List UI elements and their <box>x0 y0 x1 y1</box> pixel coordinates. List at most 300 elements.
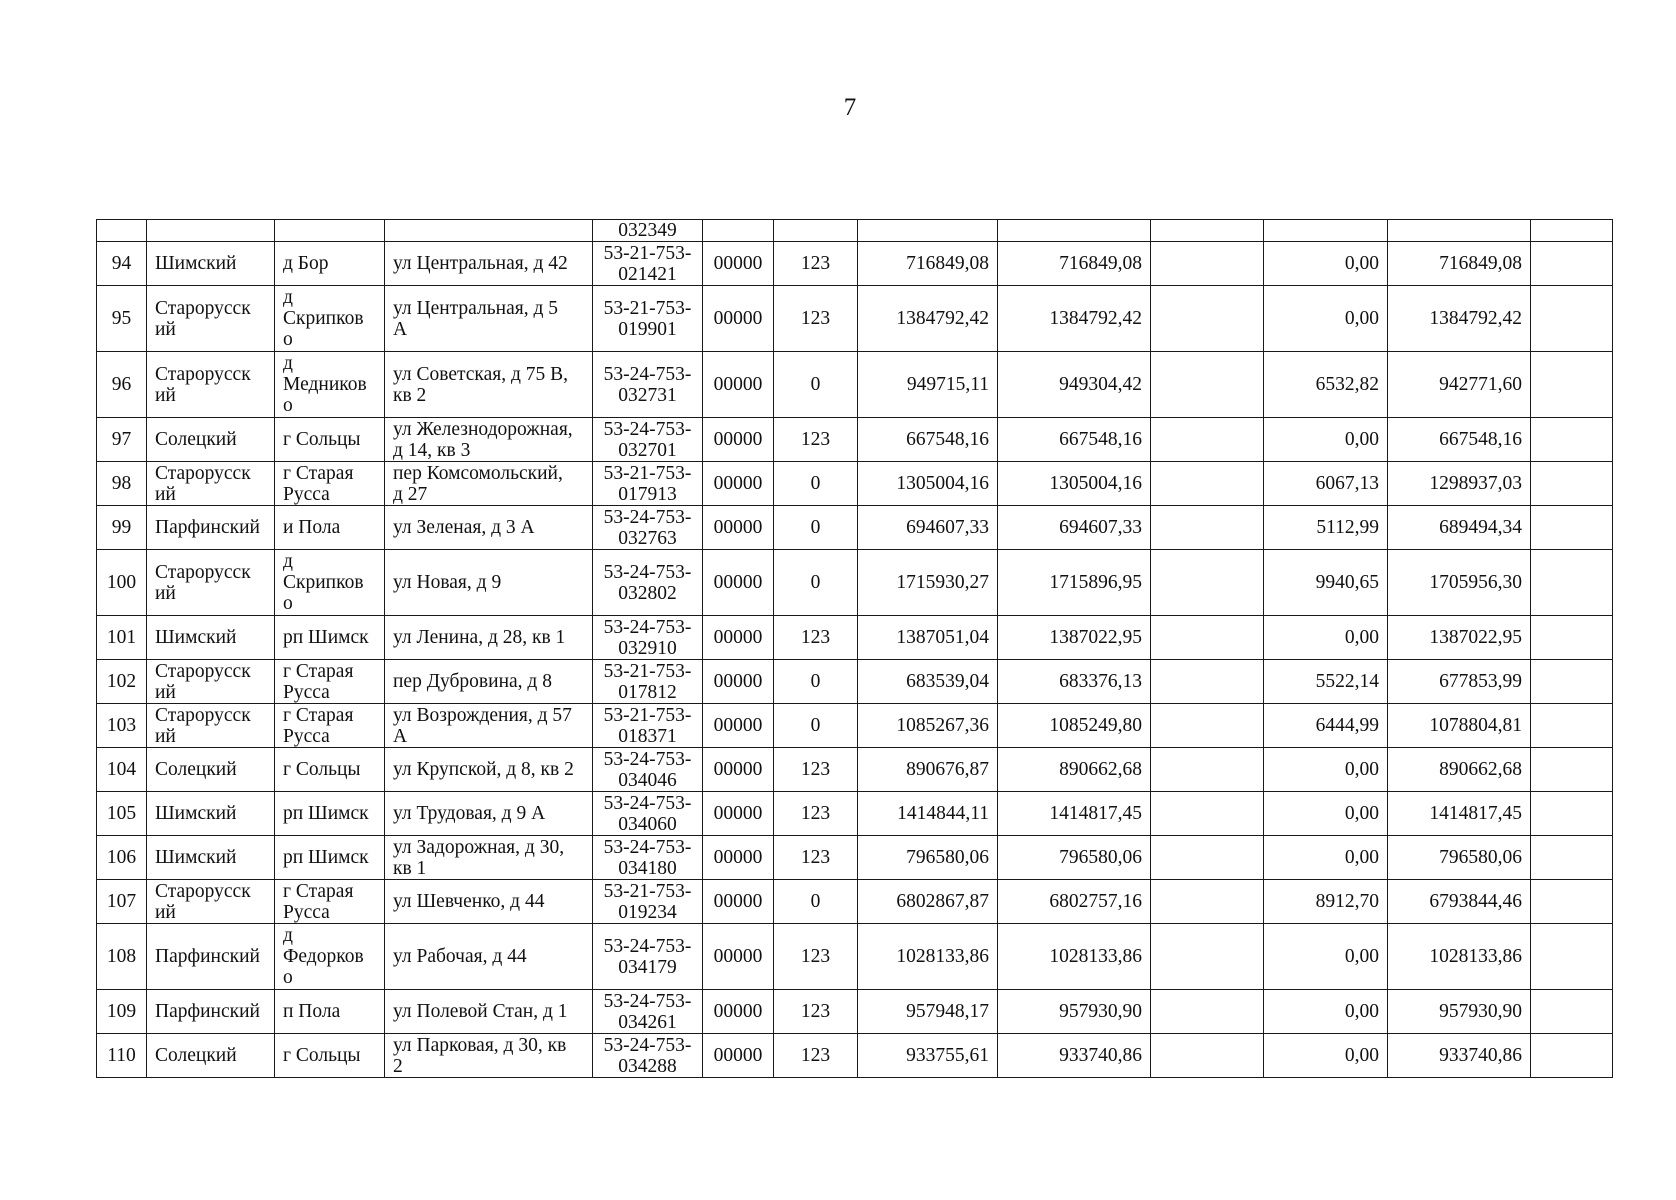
page-number: 7 <box>843 94 857 121</box>
cell-value-6 <box>1531 506 1613 550</box>
cell-district-line: Старорусск <box>155 704 251 726</box>
cell-value-1: 957948,17 <box>858 990 998 1034</box>
cell-cadastral-line: 53-21-753- <box>603 880 692 902</box>
cell-locality-line: о <box>283 329 293 350</box>
cell-address <box>385 220 593 242</box>
cell-locality-line: Русса <box>283 725 330 747</box>
cell-address-line: пер Комсомольский, <box>393 462 563 484</box>
cell-cadastral-line: 018371 <box>618 725 677 747</box>
cell-locality <box>275 418 385 462</box>
cell-district-line: ий <box>155 483 176 505</box>
cell-num: 95 <box>97 286 147 352</box>
cell-value-4: 0,00 <box>1264 286 1388 352</box>
table-row <box>97 506 1613 550</box>
cell-cadastral <box>593 550 703 616</box>
table-row <box>97 550 1613 616</box>
cell-address <box>385 924 593 990</box>
cell-value-1: 1414844,11 <box>858 792 998 836</box>
cell-address <box>385 660 593 704</box>
cell-address <box>385 880 593 924</box>
cell-category <box>774 220 858 242</box>
cell-value-5: 716849,08 <box>1388 242 1531 286</box>
cell-cadastral <box>593 880 703 924</box>
cell-cadastral <box>593 506 703 550</box>
cell-locality-line: рп Шимск <box>283 627 369 648</box>
cell-value-1: 1028133,86 <box>858 924 998 990</box>
cell-district <box>147 506 275 550</box>
cell-address <box>385 462 593 506</box>
cell-locality-line: г Старая <box>283 880 354 902</box>
cell-value-1: 1715930,27 <box>858 550 998 616</box>
cell-value-3 <box>1151 242 1264 286</box>
cell-value-5: 6793844,46 <box>1388 880 1531 924</box>
cell-address-line: ул Шевченко, д 44 <box>393 891 545 912</box>
cell-address-line: ул Полевой Стан, д 1 <box>393 1001 568 1022</box>
cell-code: 00000 <box>703 286 774 352</box>
cell-locality <box>275 748 385 792</box>
cell-value-4: 0,00 <box>1264 1034 1388 1078</box>
cell-address-line: ул Возрождения, д 57 <box>393 704 572 726</box>
cell-district-line: ий <box>155 901 176 923</box>
cell-value-2: 1028133,86 <box>998 924 1151 990</box>
cell-address-line: ул Железнодорожная, <box>393 418 573 440</box>
cell-code: 00000 <box>703 616 774 660</box>
table-row <box>97 418 1613 462</box>
cell-cadastral-line: 034261 <box>618 1011 677 1033</box>
cell-address-line: пер Дубровина, д 8 <box>393 671 552 692</box>
cell-value-5: 1414817,45 <box>1388 792 1531 836</box>
cell-value-4: 5112,99 <box>1264 506 1388 550</box>
cell-cadastral-line: 017812 <box>618 681 677 703</box>
cell-num: 110 <box>97 1034 147 1078</box>
cell-value-3 <box>1151 748 1264 792</box>
cell-cadastral <box>593 990 703 1034</box>
cell-value-3 <box>1151 616 1264 660</box>
cell-cadastral-line: 021421 <box>618 263 677 285</box>
cell-num: 98 <box>97 462 147 506</box>
cell-district <box>147 286 275 352</box>
cell-district-line: ий <box>155 384 176 406</box>
cell-cadastral-line: 53-21-753- <box>603 704 692 726</box>
cell-code: 00000 <box>703 748 774 792</box>
cell-district-line: ий <box>155 582 176 604</box>
cell-district <box>147 550 275 616</box>
cell-address-line: ул Трудовая, д 9 А <box>393 803 546 824</box>
cell-locality-line: рп Шимск <box>283 803 369 824</box>
cell-category: 123 <box>774 616 858 660</box>
cell-value-3 <box>1151 462 1264 506</box>
cell-value-1: 667548,16 <box>858 418 998 462</box>
cell-value-4: 0,00 <box>1264 748 1388 792</box>
cell-value-4: 0,00 <box>1264 616 1388 660</box>
cell-district-line: Старорусск <box>155 462 251 484</box>
cell-value-3 <box>1151 836 1264 880</box>
cell-value-1: 694607,33 <box>858 506 998 550</box>
cell-code: 00000 <box>703 506 774 550</box>
cell-cadastral-line: 032731 <box>618 384 677 406</box>
cell-value-1: 683539,04 <box>858 660 998 704</box>
cell-value-6 <box>1531 462 1613 506</box>
cell-locality <box>275 462 385 506</box>
cell-cadastral-line: 53-24-753- <box>603 935 692 957</box>
cell-district <box>147 660 275 704</box>
cell-cadastral-line: 53-21-753- <box>603 660 692 682</box>
cell-category: 123 <box>774 418 858 462</box>
cell-cadastral-line: 034288 <box>618 1055 677 1077</box>
cell-cadastral <box>593 924 703 990</box>
cell-locality-line: п Пола <box>283 1001 341 1022</box>
cell-value-6 <box>1531 550 1613 616</box>
cell-district <box>147 704 275 748</box>
cell-locality-line: и Пола <box>283 517 341 538</box>
cell-address-line: А <box>393 318 408 340</box>
cell-value-2: 1715896,95 <box>998 550 1151 616</box>
cell-locality <box>275 990 385 1034</box>
cell-locality-line: г Сольцы <box>283 429 361 450</box>
cell-code: 00000 <box>703 1034 774 1078</box>
cell-value-3 <box>1151 506 1264 550</box>
cell-code: 00000 <box>703 792 774 836</box>
cell-value-5: 677853,99 <box>1388 660 1531 704</box>
cell-cadastral <box>593 616 703 660</box>
cell-value-5: 1078804,81 <box>1388 704 1531 748</box>
cell-address <box>385 418 593 462</box>
cell-locality <box>275 352 385 418</box>
cell-category: 0 <box>774 550 858 616</box>
cell-value-5: 942771,60 <box>1388 352 1531 418</box>
cell-value-4: 0,00 <box>1264 418 1388 462</box>
cell-cadastral <box>593 352 703 418</box>
cell-value-1: 1305004,16 <box>858 462 998 506</box>
cell-value-4: 9940,65 <box>1264 550 1388 616</box>
table-row <box>97 352 1613 418</box>
table-row <box>97 990 1613 1034</box>
cell-value-6 <box>1531 660 1613 704</box>
table-row <box>97 462 1613 506</box>
cell-address-line: ул Крупской, д 8, кв 2 <box>393 759 574 780</box>
table-row <box>97 286 1613 352</box>
cell-district-line: Парфинский <box>155 1001 260 1022</box>
cell-address <box>385 286 593 352</box>
cell-value-6 <box>1531 286 1613 352</box>
cell-num: 104 <box>97 748 147 792</box>
cell-value-4: 0,00 <box>1264 242 1388 286</box>
table-row <box>97 1034 1613 1078</box>
cell-cadastral-line: 019234 <box>618 901 677 923</box>
cell-code: 00000 <box>703 880 774 924</box>
cell-cadastral-line: 034046 <box>618 769 677 791</box>
cell-district-line: Старорусск <box>155 363 251 385</box>
cell-value-3 <box>1151 550 1264 616</box>
cell-value-3 <box>1151 792 1264 836</box>
cell-value-4: 0,00 <box>1264 990 1388 1034</box>
cell-district-line: ий <box>155 725 176 747</box>
cell-value-5 <box>1388 220 1531 242</box>
cell-code: 00000 <box>703 836 774 880</box>
cell-cadastral-line: 53-24-753- <box>603 836 692 858</box>
cell-category: 123 <box>774 836 858 880</box>
cell-code: 00000 <box>703 704 774 748</box>
cell-value-5: 1384792,42 <box>1388 286 1531 352</box>
table-row <box>97 660 1613 704</box>
cell-value-4: 0,00 <box>1264 924 1388 990</box>
cell-value-5: 1705956,30 <box>1388 550 1531 616</box>
cell-cadastral-line: 53-24-753- <box>603 748 692 770</box>
cell-district-line: Старорусск <box>155 297 251 319</box>
cell-value-3 <box>1151 924 1264 990</box>
cell-value-4: 0,00 <box>1264 792 1388 836</box>
cell-locality <box>275 242 385 286</box>
cell-value-2: 1384792,42 <box>998 286 1151 352</box>
cell-category: 0 <box>774 506 858 550</box>
cell-district-line: Солецкий <box>155 1045 237 1066</box>
cell-value-6 <box>1531 704 1613 748</box>
cell-value-6 <box>1531 418 1613 462</box>
cell-district-line: Парфинский <box>155 517 260 538</box>
cell-address-line: ул Советская, д 75 В, <box>393 363 569 385</box>
cell-value-2: 890662,68 <box>998 748 1151 792</box>
table-row <box>97 880 1613 924</box>
cell-locality-line: Русса <box>283 901 330 923</box>
cell-value-1: 1384792,42 <box>858 286 998 352</box>
cell-locality <box>275 506 385 550</box>
table-row <box>97 616 1613 660</box>
cell-value-2: 683376,13 <box>998 660 1151 704</box>
cell-value-6 <box>1531 880 1613 924</box>
cell-district-line: Старорусск <box>155 660 251 682</box>
cell-value-2: 796580,06 <box>998 836 1151 880</box>
cell-address-line: ул Центральная, д 42 <box>393 253 568 274</box>
table-row <box>97 836 1613 880</box>
cell-cadastral <box>593 286 703 352</box>
cell-value-3 <box>1151 880 1264 924</box>
cell-cadastral-line: 53-24-753- <box>603 792 692 814</box>
cell-value-5: 1028133,86 <box>1388 924 1531 990</box>
table-body <box>97 220 1613 1078</box>
cell-address-line: ул Парковая, д 30, кв <box>393 1034 567 1056</box>
cell-num: 99 <box>97 506 147 550</box>
cell-cadastral-line: 53-21-753- <box>603 242 692 264</box>
cell-district-line: ий <box>155 681 176 703</box>
cell-value-3 <box>1151 352 1264 418</box>
cell-locality <box>275 924 385 990</box>
cell-locality-line: о <box>283 395 293 416</box>
cell-value-5: 890662,68 <box>1388 748 1531 792</box>
cell-value-2: 1414817,45 <box>998 792 1151 836</box>
cell-locality-line: г Сольцы <box>283 1045 361 1066</box>
cell-locality-line: г Старая <box>283 704 354 726</box>
cell-category: 123 <box>774 990 858 1034</box>
cell-value-5: 1387022,95 <box>1388 616 1531 660</box>
cell-locality-line: Медников <box>283 374 367 395</box>
cell-district <box>147 462 275 506</box>
cell-address-line: ул Рабочая, д 44 <box>393 946 527 967</box>
cell-district-line: Солецкий <box>155 759 237 780</box>
cell-address-line: 2 <box>393 1055 403 1077</box>
cell-value-4: 6444,99 <box>1264 704 1388 748</box>
cell-num: 97 <box>97 418 147 462</box>
cell-value-5: 689494,34 <box>1388 506 1531 550</box>
cell-district <box>147 836 275 880</box>
cell-address-line: ул Ленина, д 28, кв 1 <box>393 627 566 648</box>
cell-cadastral: 032349 <box>593 220 703 242</box>
cell-locality-line: рп Шимск <box>283 847 369 868</box>
cell-num: 107 <box>97 880 147 924</box>
cell-address <box>385 242 593 286</box>
cell-cadastral-line: 53-21-753- <box>603 297 692 319</box>
cell-num: 102 <box>97 660 147 704</box>
cell-num: 94 <box>97 242 147 286</box>
cell-cadastral <box>593 792 703 836</box>
cell-cadastral <box>593 748 703 792</box>
cell-num: 106 <box>97 836 147 880</box>
cell-value-1: 716849,08 <box>858 242 998 286</box>
cell-cadastral-line: 53-24-753- <box>603 1034 692 1056</box>
cell-value-1 <box>858 220 998 242</box>
cell-district <box>147 242 275 286</box>
cell-category: 0 <box>774 704 858 748</box>
cell-district <box>147 1034 275 1078</box>
cell-value-2: 957930,90 <box>998 990 1151 1034</box>
cell-address <box>385 748 593 792</box>
cell-locality-line: г Старая <box>283 462 354 484</box>
cell-code: 00000 <box>703 462 774 506</box>
cell-cadastral <box>593 704 703 748</box>
cell-cadastral <box>593 1034 703 1078</box>
cell-cadastral-line: 032802 <box>618 582 677 604</box>
cell-value-4: 8912,70 <box>1264 880 1388 924</box>
cell-locality-line: Скрипков <box>283 308 364 329</box>
cell-district-line: Старорусск <box>155 561 251 583</box>
cell-locality-line: о <box>283 593 293 614</box>
cell-value-6 <box>1531 924 1613 990</box>
cell-value-2: 667548,16 <box>998 418 1151 462</box>
cell-cadastral-line: 53-24-753- <box>603 616 692 638</box>
cell-num: 105 <box>97 792 147 836</box>
cell-address-line: ул Зеленая, д 3 А <box>393 517 535 538</box>
cell-value-2: 6802757,16 <box>998 880 1151 924</box>
cell-district <box>147 616 275 660</box>
cell-locality-line: д <box>283 353 293 374</box>
cell-num: 109 <box>97 990 147 1034</box>
cell-value-1: 1085267,36 <box>858 704 998 748</box>
cell-locality <box>275 1034 385 1078</box>
cell-value-2: 716849,08 <box>998 242 1151 286</box>
cell-category: 0 <box>774 660 858 704</box>
cell-value-3 <box>1151 220 1264 242</box>
cell-locality <box>275 704 385 748</box>
cell-value-6 <box>1531 220 1613 242</box>
cell-value-4: 6067,13 <box>1264 462 1388 506</box>
cell-code <box>703 220 774 242</box>
cell-cadastral-line: 53-21-753- <box>603 462 692 484</box>
cell-address-line: А <box>393 725 408 747</box>
cell-locality-line: д <box>283 925 293 946</box>
cell-value-2: 933740,86 <box>998 1034 1151 1078</box>
cell-locality-line: Федорков <box>283 946 364 967</box>
cell-value-1: 890676,87 <box>858 748 998 792</box>
cell-category: 123 <box>774 792 858 836</box>
cell-value-4: 5522,14 <box>1264 660 1388 704</box>
cell-value-3 <box>1151 1034 1264 1078</box>
cell-district-line: Солецкий <box>155 429 237 450</box>
cell-cadastral-line: 034180 <box>618 857 677 879</box>
data-table <box>96 219 1613 1078</box>
cell-cadastral-line: 032701 <box>618 439 677 461</box>
cell-district <box>147 748 275 792</box>
cell-code: 00000 <box>703 660 774 704</box>
cell-value-6 <box>1531 352 1613 418</box>
cell-locality-line: д <box>283 551 293 572</box>
cell-district-line: Шимский <box>155 253 237 274</box>
cell-address <box>385 1034 593 1078</box>
cell-locality <box>275 836 385 880</box>
cell-value-1: 933755,61 <box>858 1034 998 1078</box>
cell-code: 00000 <box>703 990 774 1034</box>
cell-value-1: 949715,11 <box>858 352 998 418</box>
cell-value-4 <box>1264 220 1388 242</box>
cell-cadastral <box>593 242 703 286</box>
cell-value-3 <box>1151 286 1264 352</box>
cell-locality <box>275 220 385 242</box>
cell-num: 101 <box>97 616 147 660</box>
cell-value-2: 1305004,16 <box>998 462 1151 506</box>
cell-locality <box>275 792 385 836</box>
cell-district <box>147 792 275 836</box>
cell-cadastral-line: 53-24-753- <box>603 363 692 385</box>
cell-cadastral-line: 034060 <box>618 813 677 835</box>
cell-value-6 <box>1531 1034 1613 1078</box>
cell-address <box>385 616 593 660</box>
cell-value-3 <box>1151 660 1264 704</box>
cell-district <box>147 352 275 418</box>
cell-address-line: ул Задорожная, д 30, <box>393 836 565 858</box>
cell-locality <box>275 880 385 924</box>
cell-cadastral-line: 032910 <box>618 637 677 659</box>
cell-code: 00000 <box>703 242 774 286</box>
cell-value-2: 694607,33 <box>998 506 1151 550</box>
cell-address <box>385 836 593 880</box>
cell-cadastral <box>593 418 703 462</box>
cell-locality <box>275 550 385 616</box>
cell-category: 123 <box>774 924 858 990</box>
cell-address <box>385 792 593 836</box>
cell-value-4: 6532,82 <box>1264 352 1388 418</box>
cell-district <box>147 990 275 1034</box>
cell-locality-line: Русса <box>283 483 330 505</box>
cell-value-2 <box>998 220 1151 242</box>
cell-value-5: 933740,86 <box>1388 1034 1531 1078</box>
cell-locality <box>275 660 385 704</box>
cell-value-5: 667548,16 <box>1388 418 1531 462</box>
table-row <box>97 242 1613 286</box>
cell-locality-line: о <box>283 967 293 988</box>
cell-cadastral <box>593 660 703 704</box>
cell-num: 108 <box>97 924 147 990</box>
table-row <box>97 748 1613 792</box>
cell-district-line: ий <box>155 318 176 340</box>
cell-value-6 <box>1531 748 1613 792</box>
cell-address-line: кв 2 <box>393 384 427 406</box>
cell-value-6 <box>1531 836 1613 880</box>
table-row <box>97 924 1613 990</box>
cell-locality <box>275 616 385 660</box>
cell-address <box>385 704 593 748</box>
cell-address-line: ул Центральная, д 5 <box>393 297 558 319</box>
cell-district-line: Шимский <box>155 627 237 648</box>
cell-locality-line: Скрипков <box>283 572 364 593</box>
cell-value-2: 1085249,80 <box>998 704 1151 748</box>
